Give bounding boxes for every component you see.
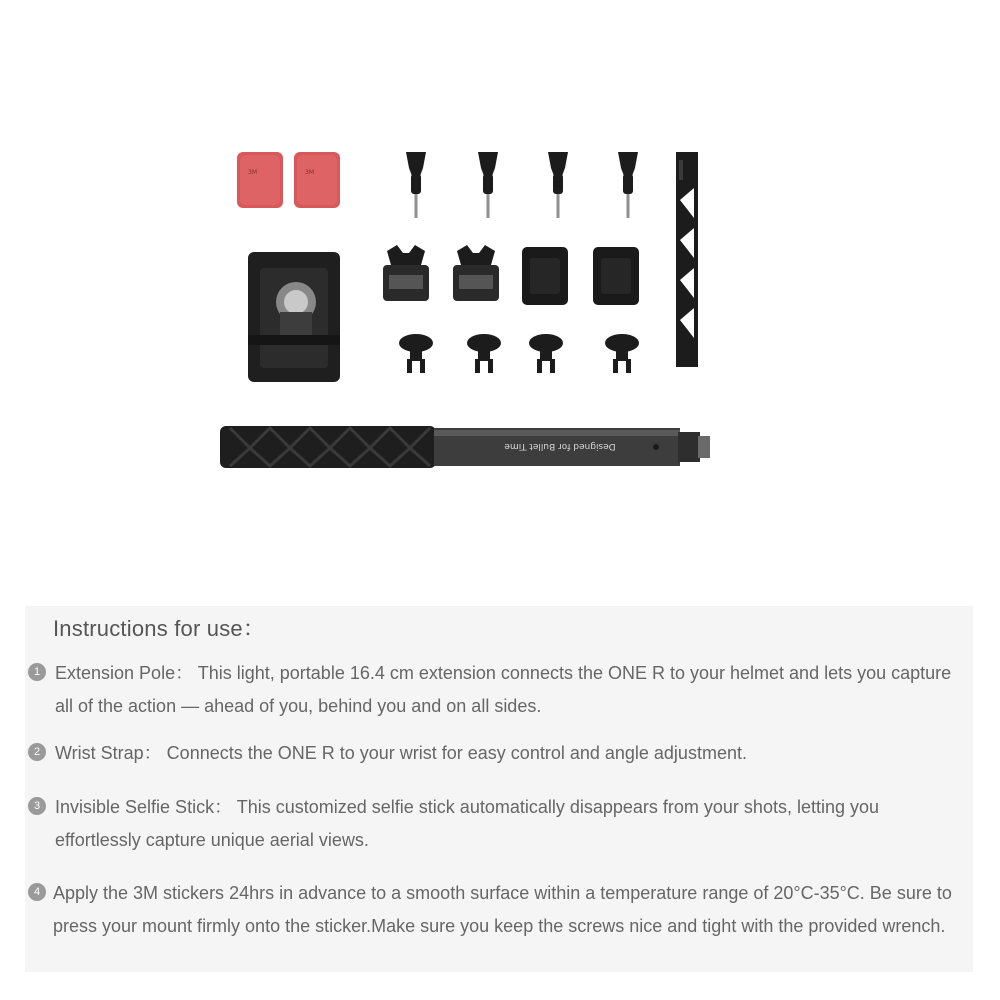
screw-4 bbox=[618, 152, 638, 218]
screw-2 bbox=[478, 152, 498, 218]
adapter-4 bbox=[605, 334, 639, 373]
instruction-text: Apply the 3M stickers 24hrs in advance to a smooth surface within a temperature range of 20°C-35°C. Be sure to press your mount firmly onto the sticker.Make sure you keep the screws nice and tight with the provided wrench. bbox=[53, 883, 952, 936]
sticker-label: 3M bbox=[248, 169, 257, 176]
step-number-badge: 4 bbox=[28, 883, 46, 901]
selfie-stick bbox=[220, 426, 710, 468]
pole-label: Designed for Bullet Time bbox=[504, 441, 616, 451]
adapter-1 bbox=[399, 334, 433, 373]
product-photo bbox=[200, 130, 740, 490]
instruction-text: Wrist Strap： Connects the ONE R to your wrist for easy control and angle adjustment. bbox=[55, 743, 747, 763]
wrist-strap bbox=[248, 252, 340, 382]
instruction-text: Invisible Selfie Stick： This customized selfie stick automatically disappears from your shots, letting you effortlessly capture unique aerial views. bbox=[55, 797, 880, 850]
instructions-heading: Instructions for use： bbox=[53, 616, 266, 641]
adapter-3 bbox=[529, 334, 563, 373]
screw-3 bbox=[548, 152, 568, 218]
step-number-badge: 3 bbox=[28, 797, 46, 815]
step-number-badge: 2 bbox=[28, 743, 46, 761]
buckle-mount-2 bbox=[453, 245, 499, 301]
adhesive-sticker-right bbox=[294, 152, 340, 208]
adhesive-sticker-left bbox=[237, 152, 283, 208]
adapter-row bbox=[399, 334, 639, 373]
buckle-mount-1 bbox=[383, 245, 429, 301]
flat-mount-1 bbox=[522, 247, 568, 305]
instructions-panel bbox=[25, 606, 973, 972]
flat-mount-2 bbox=[593, 247, 639, 305]
screw-row bbox=[406, 152, 638, 218]
adapter-2 bbox=[467, 334, 501, 373]
extension-bracket bbox=[676, 152, 698, 367]
screw-1 bbox=[406, 152, 426, 218]
instruction-text: Extension Pole： This light, portable 16.4 cm extension connects the ONE R to your helmet and lets you capture all of the action — ahead of you, behind you and on all sides. bbox=[55, 663, 952, 716]
sticker-label: 3M bbox=[305, 169, 314, 176]
step-number-badge: 1 bbox=[28, 663, 46, 681]
